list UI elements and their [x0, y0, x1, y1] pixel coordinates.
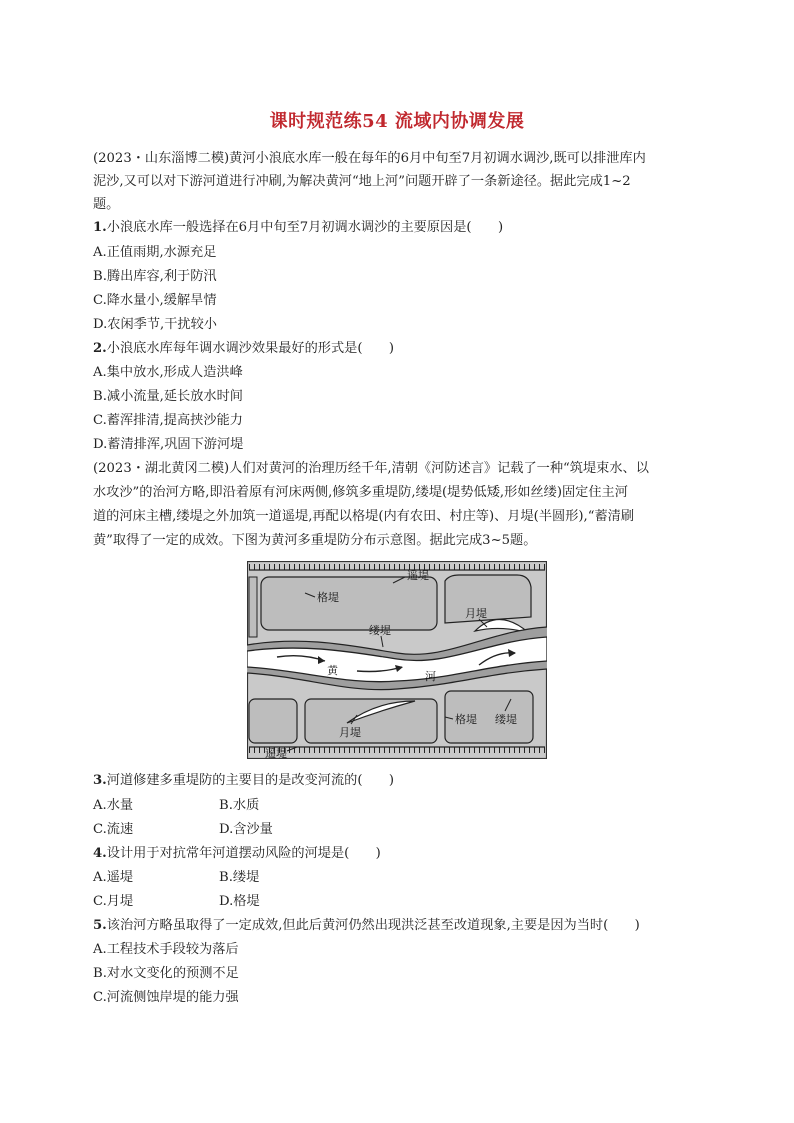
question-3-option-a[interactable]: A.水量: [93, 798, 134, 813]
label-yuedi-bottom: 月堤: [339, 726, 361, 739]
question-1-option-a[interactable]: A.正值雨期,水源充足: [93, 245, 217, 260]
question-1-option-d[interactable]: D.农闲季节,干扰较小: [93, 317, 217, 332]
question-1-option-b[interactable]: B.腾出库容,利于防汛: [93, 269, 217, 284]
label-gedi-top: 格堤: [317, 591, 339, 604]
question-5-number: 5.: [93, 918, 107, 933]
intro1-line-3: 题。: [93, 197, 120, 212]
question-1-option-c[interactable]: C.降水量小,缓解旱情: [93, 293, 217, 308]
top-right-cell: [445, 575, 531, 623]
intro1-line-2: 泥沙,又可以对下游河道进行冲刷,为解决黄河“地上河”问题开辟了一条新途径。据此完成1~2: [93, 174, 631, 189]
question-3-option-c[interactable]: C.流速: [93, 822, 134, 837]
question-4-stem: [93, 846, 713, 862]
question-1-text: 小浪底水库一般选择在6月中旬至7月初调水调沙的主要原因是( ): [106, 220, 504, 235]
intro2-line-3: 道的河床主槽,缕堤之外加筑一道遥堤,再配以格堤(内有农田、村庄等)、月堤(半圆形),“蓄清刷: [93, 509, 635, 524]
bottom-left-cell: [249, 699, 297, 743]
question-5-option-a[interactable]: A.工程技术手段较为落后: [93, 942, 239, 957]
question-3-option-d[interactable]: D.含沙量: [219, 822, 273, 837]
question-5-option-c[interactable]: C.河流侧蚀岸堤的能力强: [93, 990, 239, 1005]
intro2-line-2: 水攻沙”的治河方略,即沿着原有河床两侧,修筑多重堤防,缕堤(堤势低矮,形如丝缕)固定住主河: [93, 485, 628, 500]
question-2-option-c[interactable]: C.蓄浑排清,提高挟沙能力: [93, 413, 243, 428]
question-3-stem: [93, 773, 713, 789]
question-4-number: 4.: [93, 846, 107, 861]
intro1-line-1: (2023・山东淄博二模)黄河小浪底水库一般在每年的6月中旬至7月初调水调沙,既可以排泄库内: [93, 151, 646, 166]
label-yaodi-top: 遥堤: [407, 569, 429, 582]
levee-diagram-svg: [247, 561, 547, 759]
question-2-option-a[interactable]: A.集中放水,形成人造洪峰: [93, 365, 243, 380]
label-lvdi-bottom: 缕堤: [495, 713, 517, 726]
top-left-cell: [249, 577, 257, 637]
question-3-text: 河道修建多重堤防的主要目的是改变河流的( ): [106, 773, 395, 788]
label-gedi-bottom: 格堤: [455, 713, 477, 726]
question-1-stem: [93, 220, 713, 236]
question-2-option-b[interactable]: B.减小流量,延长放水时间: [93, 389, 243, 404]
question-3-option-b[interactable]: B.水质: [219, 798, 260, 813]
question-1-number: 1.: [93, 220, 107, 235]
question-5-stem: [93, 918, 713, 934]
label-yuedi-top: 月堤: [465, 607, 487, 620]
question-3-number: 3.: [93, 773, 107, 788]
bottom-yaodi-hatch: [249, 747, 545, 753]
question-4-option-c[interactable]: C.月堤: [93, 894, 134, 909]
intro2-line-1: (2023・湖北黄冈二模)人们对黄河的治理历经千年,清朝《河防述言》记载了一种“筑堤束水、以: [93, 461, 649, 476]
question-5-option-b[interactable]: B.对水文变化的预测不足: [93, 966, 239, 981]
question-4-option-b[interactable]: B.缕堤: [219, 870, 260, 885]
label-lvdi-top: 缕堤: [369, 624, 391, 637]
question-4-option-a[interactable]: A.遥堤: [93, 870, 134, 885]
question-2-option-d[interactable]: D.蓄清排浑,巩固下游河堤: [93, 437, 244, 452]
levee-diagram: [247, 561, 547, 759]
bottom-middle-cell: [305, 699, 437, 743]
label-he: 河: [425, 670, 436, 683]
top-yaodi-hatch: [249, 564, 545, 570]
page-title: 课时规范练54 流域内协调发展: [269, 111, 525, 132]
question-2-number: 2.: [93, 341, 107, 356]
label-yaodi-bottom: 遥堤: [265, 747, 287, 759]
question-2-text: 小浪底水库每年调水调沙效果最好的形式是( ): [106, 341, 395, 356]
top-gedi-cell: [261, 577, 437, 630]
question-5-text: 该治河方略虽取得了一定成效,但此后黄河仍然出现洪泛甚至改道现象,主要是因为当时( ): [106, 918, 640, 933]
question-4-text: 设计用于对抗常年河道摆动风险的河堤是( ): [106, 846, 381, 861]
intro2-line-4: 黄”取得了一定的成效。下图为黄河多重堤防分布示意图。据此完成3~5题。: [93, 533, 537, 548]
label-huang: 黄: [327, 664, 338, 677]
question-4-option-d[interactable]: D.格堤: [219, 894, 260, 909]
question-2-stem: [93, 341, 713, 357]
